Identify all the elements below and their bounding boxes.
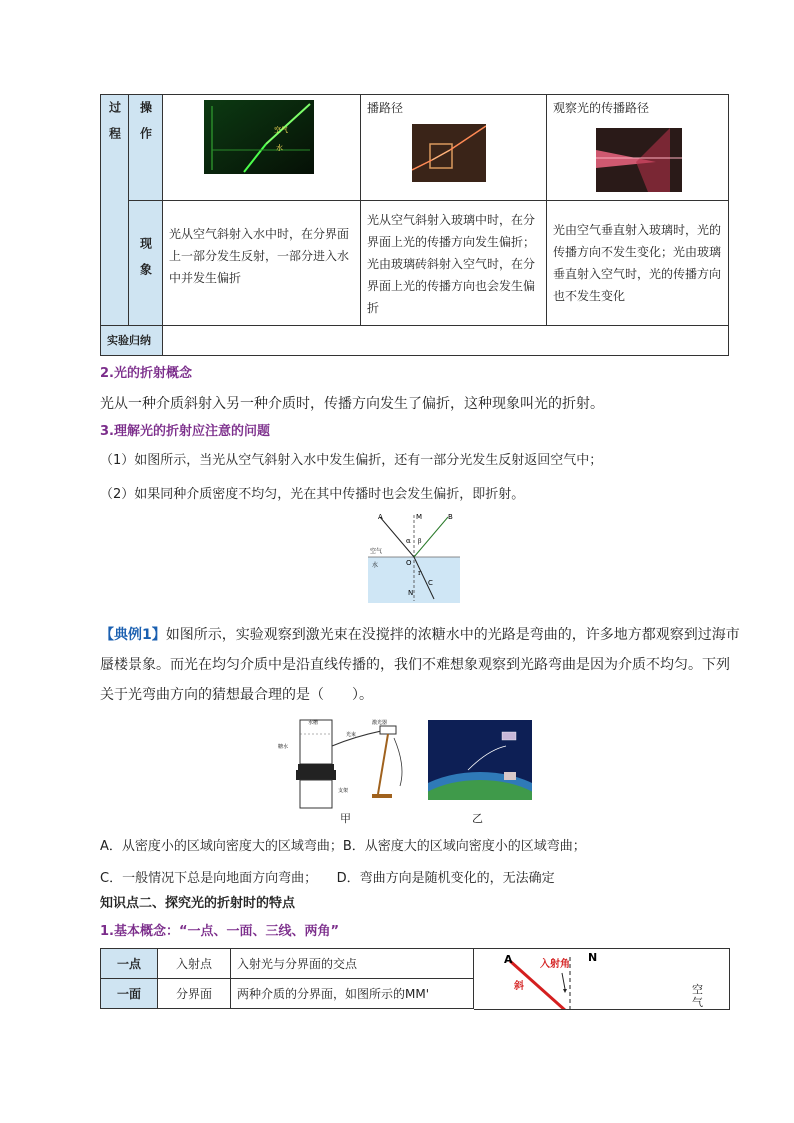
example-tag: 【典例1】 <box>100 627 166 643</box>
diagram2 <box>474 949 729 1009</box>
cell2-caption: 播路径 <box>367 101 404 115</box>
diag2-incident-angle: 入射角 <box>540 959 570 970</box>
diag1-C: C <box>428 579 433 587</box>
phenomenon-2: 光从空气斜射入玻璃中时，在分界面上光的传播方向发生偏折；光由玻璃砖斜射入空气时，在分界面上光的传播方向也会发生偏折 <box>361 201 547 326</box>
phenomenon-1: 光从空气斜射入水中时，在分界面上一部分发生反射，一部分进入水中并发生偏折 <box>163 201 361 326</box>
basic-concept-title: 1.基本概念：“一点、一面、三线、两角” <box>100 924 340 939</box>
figure-jia-caption: 甲 <box>340 812 351 825</box>
knowledge-title: 知识点二、探究光的折射时的特点 <box>100 896 296 911</box>
concept-term: 一点 <box>101 949 158 979</box>
phenomenon-label: 现象 <box>138 237 153 289</box>
jia-beam: 光束 <box>346 732 357 738</box>
diag1-r: r <box>418 569 422 577</box>
operation-label: 操作 <box>138 101 153 153</box>
jia-laser: 激光器 <box>372 720 388 726</box>
concept-name: 入射点 <box>158 949 231 979</box>
diag2-slant: 斜 <box>514 981 524 992</box>
photo-vertical-incidence <box>596 128 682 192</box>
jia-sugar: 糖水 <box>278 744 289 750</box>
diag1-O: O <box>406 559 412 567</box>
diag1-A: A <box>378 513 383 521</box>
diag1-air: 空气 <box>370 548 383 555</box>
diag1-M: M <box>416 513 423 521</box>
phenomenon-label-cell <box>129 201 163 326</box>
diag2-N: N <box>588 951 598 964</box>
example-paragraph <box>100 620 740 710</box>
concept-row <box>101 949 474 979</box>
section2-title: 2.光的折射概念 <box>100 366 192 381</box>
diag1-water: 水 <box>372 562 379 569</box>
figure-yi <box>428 720 532 800</box>
section3-title: 3.理解光的折射应注意的问题 <box>100 424 270 439</box>
figure-jia <box>276 716 412 820</box>
concept-name: 分界面 <box>158 979 231 1009</box>
concept-term: 一面 <box>101 979 158 1009</box>
operation-label-cell <box>129 95 163 201</box>
jia-tank: 水槽 <box>308 720 319 726</box>
diag1-alpha: α <box>406 537 411 545</box>
process-label-cell <box>101 95 129 326</box>
section3-item1: （1）如图所示，当光从空气斜射入水中发生偏折，还有一部分光发生反射返回空气中； <box>100 453 603 468</box>
summary-label: 实验归纳 <box>101 326 163 356</box>
diagram2-frame <box>474 948 730 1010</box>
concept-desc: 两种介质的分界面，如图所示的MM' <box>231 979 474 1009</box>
refraction-diagram <box>368 509 460 603</box>
section2-text: 光从一种介质斜射入另一种介质时，传播方向发生了偏折，这种现象叫光的折射。 <box>100 396 604 412</box>
diag1-B: B <box>448 513 453 521</box>
example-text: 如图所示，实验观察到激光束在没搅拌的浓糖水中的光路是弯曲的，许多地方都观察到过海市蜃楼景象。而光在均匀介质中是沿直线传播的，我们不难想象观察到光路弯曲是因为介质不均匀。下列关于光弯曲方向的猜想最合理的是（ ）。 <box>100 627 740 703</box>
option-line-1: A．从密度小的区域向密度大的区域弯曲；B．从密度大的区域向密度小的区域弯曲； <box>100 839 586 854</box>
figure-yi-caption: 乙 <box>472 812 483 825</box>
photo-laser-water <box>204 100 314 174</box>
diag2-A: A <box>504 953 513 966</box>
concept-row <box>101 979 474 1009</box>
diag1-N: N <box>408 589 414 597</box>
jia-stand: 支架 <box>338 788 349 794</box>
process-label: 过程 <box>107 101 122 153</box>
phenomenon-3: 光由空气垂直射入玻璃时，光的传播方向不发生变化；光由玻璃垂直射入空气时，光的传播方向也不发生变化 <box>547 201 729 326</box>
photo-glass-block <box>412 124 486 182</box>
summary-cell <box>163 326 729 356</box>
diag2-air: 空气 <box>692 983 703 1009</box>
option-line-2: C．一般情况下总是向地面方向弯曲； D．弯曲方向是随机变化的，无法确定 <box>100 871 555 886</box>
photo1-water-label: 水 <box>276 144 283 152</box>
cell3-caption: 观察光的传播路径 <box>553 101 650 115</box>
section3-item2: （2）如果同种介质密度不均匀，光在其中传播时也会发生偏折，即折射。 <box>100 487 525 502</box>
photo1-air-label: 空气 <box>274 126 288 134</box>
concept-desc: 入射光与分界面的交点 <box>231 949 474 979</box>
diag1-beta: β <box>418 538 422 545</box>
concept-table <box>100 948 474 1009</box>
